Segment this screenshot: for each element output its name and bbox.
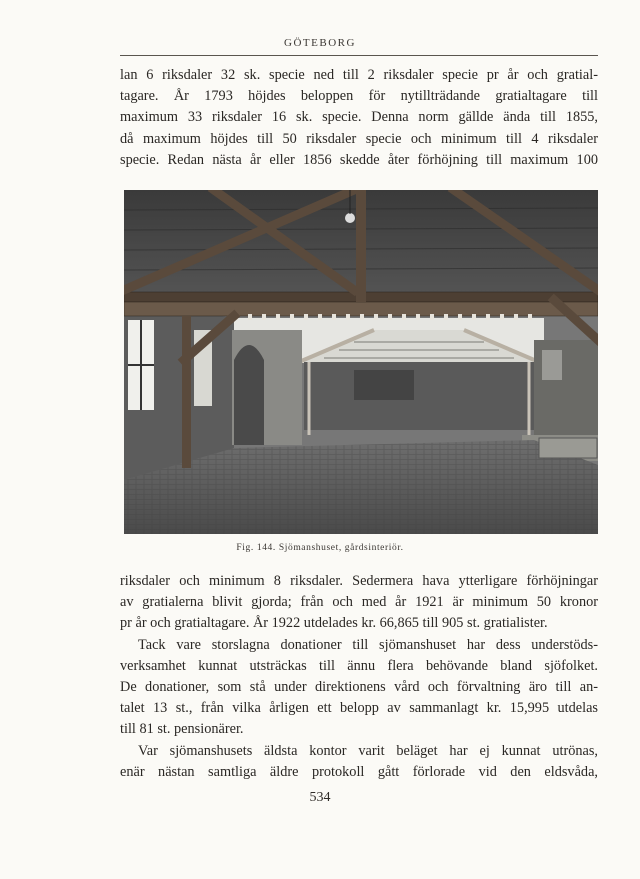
text-line: då maximum höjdes till 50 riksdaler specie och minimum till 4 riksdaler bbox=[120, 130, 598, 147]
figure-caption: Fig. 144. Sjömanshuset, gårdsinteriör. bbox=[236, 543, 404, 553]
text-line: maximum 33 riksdaler 16 sk. specie. Denna norm gällde ända till 1855, bbox=[120, 109, 598, 126]
header-rule bbox=[120, 55, 598, 56]
text-line: verksamhet kunnat utsträckas till ännu flera behövande bland sjöfolket. bbox=[120, 657, 598, 674]
text-line: Tack vare storslagna donationer till sjömanshuset har dess understöds- bbox=[138, 636, 598, 653]
text-line: talet 13 st., från vilka årligen ett belopp av sammanlagt kr. 15,995 utdelas bbox=[120, 700, 598, 717]
text-line: lan 6 riksdaler 32 sk. specie ned till 2 riksdaler specie pr år och gratial- bbox=[120, 67, 598, 83]
text-line: De donationer, som stå under direktionens vård och förvaltning äro till an- bbox=[120, 679, 598, 696]
text-line: Var sjömanshusets äldsta kontor varit beläget har ej kunnat utrönas, bbox=[138, 742, 598, 759]
text-line: pr år och gratialtagare. År 1922 utdelades kr. 66,865 till 905 st. gratialister. bbox=[120, 615, 548, 632]
text-line: enär nästan samtliga äldre protokoll gått förlorade vid den eldsvåda, bbox=[120, 763, 598, 780]
running-header: GÖTEBORG bbox=[284, 37, 356, 49]
top-paragraph bbox=[120, 65, 598, 171]
courtyard-photograph bbox=[124, 190, 598, 534]
text-line: riksdaler och minimum 8 riksdaler. Sedermera hava ytterligare förhöjningar bbox=[120, 573, 598, 589]
text-line: specie. Redan nästa år eller 1856 skedde åter förhöjning till maximum 100 bbox=[120, 151, 598, 168]
bottom-text bbox=[120, 571, 598, 783]
text-line: tagare. År 1793 höjdes beloppen för nytillträdande gratialtagare till bbox=[120, 88, 598, 105]
text-line: av gratialerna blivit gjorda; från och med år 1921 är minimum 50 kronor bbox=[120, 594, 598, 611]
text-line: till 81 st. pensionärer. bbox=[120, 721, 244, 738]
page-number: 534 bbox=[309, 790, 331, 805]
